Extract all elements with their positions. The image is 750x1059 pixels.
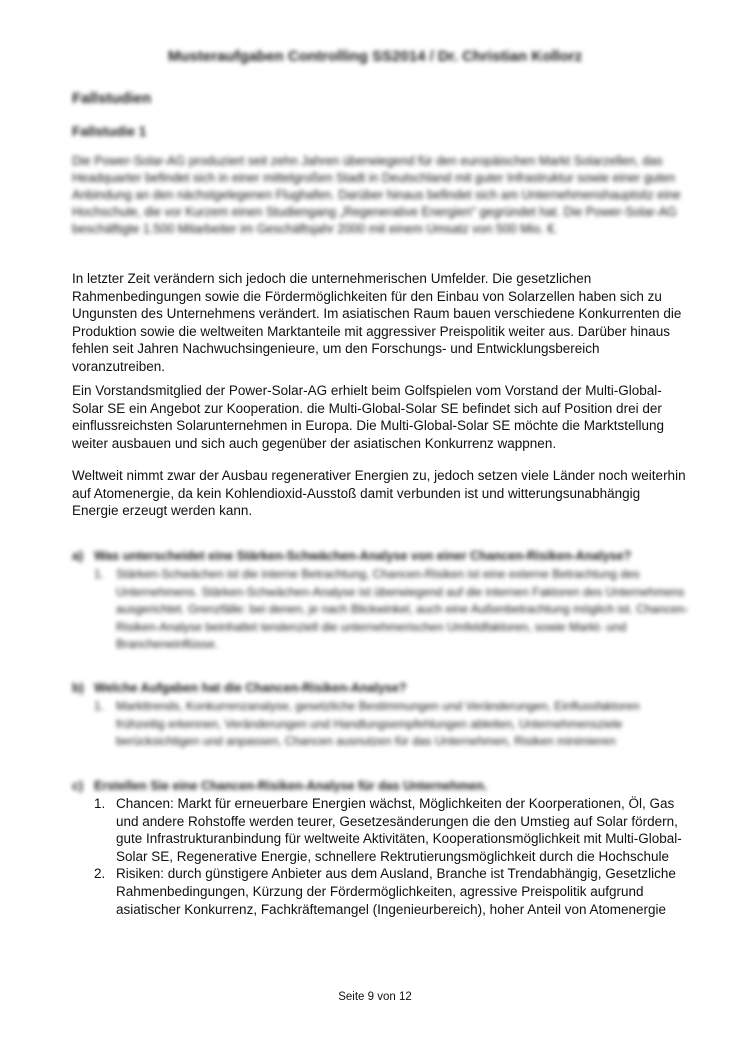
- question-letter: a): [72, 549, 84, 563]
- answer-item-risiken: [72, 865, 690, 918]
- paragraph-environment: In letzter Zeit verändern sich jedoch die unternehmerischen Umfelder. Die gesetzlichen Rahmenbedingungen sowie die Fördermöglichkeiten für den Einbau von Solarzellen haben sich zu Ungunsten des Unternehmens verändert. Im asiatischen Raum bauen verschiedene Konkurrenten die Produktion sowie die weltweiten Marktanteile mit aggressiver Preispolitik weiter aus. Darüber hinaus fehlen seit Jahren Nachwuchsingenieure, um den Forschungs- und Entwicklungsbereich voranzutreiben.: [72, 271, 682, 374]
- case-study-title: Fallstudie 1: [72, 124, 147, 139]
- section-title: Fallstudien: [72, 90, 152, 107]
- question-text: Welche Aufgaben hat die Chancen-Risiken-Analyse?: [94, 681, 407, 695]
- question-heading: [72, 778, 690, 794]
- question-b: [72, 680, 690, 751]
- paragraph-cooperation: Ein Vorstandsmitglied der Power-Solar-AG erhielt beim Golfspielen vom Vorstand der Multi-Global-Solar SE ein Angebot zur Kooperation. die Multi-Global-Solar SE befindet sich auf Position drei der einflussreichsten Solarunternehmen in Europa. Die Multi-Global-Solar SE möchte die Marktstellung weiter ausbauen und sich auch gegenüber der asiatischen Konkurrenz wappnen.: [72, 383, 665, 451]
- answer-list: [72, 566, 690, 654]
- question-heading: [72, 680, 690, 696]
- answer-list: [72, 795, 690, 918]
- intro-paragraph: Die Power-Solar-AG produziert seit zehn Jahren überwiegend für den europäischen Markt Solarzellen, das Headquarter befindet sich in einer mittelgroßen Stadt in Deutschland mit guter Infrastruktur sowie einer guten Anbindung an den nächstgelegenen Flughafen. Darüber hinaus befindet sich am Unternehmenshauptsitz eine Hochschule, die vor Kurzem einen Studiengang „Regenerative Energien" gegründet hat. Die Power-Solar-AG beschäftigte 1.500 Mitarbeiter im Geschäftsjahr 2000 mit einem Umsatz von 500 Mio. €.: [72, 154, 681, 236]
- question-letter: c): [72, 779, 84, 793]
- answer-list: [72, 698, 690, 751]
- page-header: Musteraufgaben Controlling SS2014 / Dr. Christian Kollorz: [167, 48, 583, 65]
- answer-item: [72, 698, 690, 751]
- question-a: [72, 548, 690, 654]
- answer-item-chancen: [72, 795, 690, 865]
- answer-text: Markttrends, Konkurrenzanalyse, gesetzliche Bestimmungen und Veränderungen, Einflussfaktoren frühzeitig erkennen, Veränderungen und Handlungsempfehlungen ableiten, Unternehmensziele berücksichtigen und anpassen, Chancen ausnutzen für das Unternehmen, Risiken minimieren: [116, 699, 640, 748]
- answer-text: Risiken: durch günstigere Anbieter aus dem Ausland, Branche ist Trendabhängig, Gesetzliche Rahmenbedingungen, Kürzung der Fördermöglichkeiten, agressive Preispolitik aufgrund asiatischer Konkurrenz, Fachkräftemangel (Ingenieurbereich), hoher Anteil von Atomenergie: [116, 866, 676, 917]
- answer-item: [72, 566, 690, 654]
- question-heading: [72, 548, 690, 564]
- question-text: Erstellen Sie eine Chancen-Risiken-Analyse für das Unternehmen.: [94, 779, 488, 793]
- question-text: Was unterscheidet eine Stärken-Schwächen-Analyse von einer Chancen-Risiken-Analyse?: [94, 549, 632, 563]
- question-letter: b): [72, 681, 84, 695]
- answer-text: Chancen: Markt für erneuerbare Energien wächst, Möglichkeiten der Koorperationen, Öl, Gas und andere Rohstoffe werden teurer, Gesetzesänderungen die den Umstieg auf Solar fördern, gute Infrastrukturanbindung für weltweite Aktivitäten, Kooperationsmöglichkeit mit Multi-Global-Solar SE, Regenerative Energie, schnellere Rektrutierungsmöglichkeit durch die Hochschule: [116, 796, 682, 864]
- page-number: Seite 9 von 12: [338, 991, 412, 1003]
- answer-number: 2.: [94, 866, 106, 882]
- question-c: [72, 778, 690, 918]
- answer-number: 1.: [94, 796, 106, 811]
- paragraph-energy: Weltweit nimmt zwar der Ausbau regenerativer Energien zu, jedoch setzen viele Länder noch weiterhin auf Atomenergie, da kein Kohlendioxid-Ausstoß damit verbunden ist und witterungsunabhängig Energie erzeugt werden kann.: [72, 468, 686, 519]
- answer-text: Stärken-Schwächen ist die interne Betrachtung, Chancen-Risiken ist eine externe Betrachtung des Unternehmens. Stärken-Schwächen-Analyse ist überwiegend auf die internen Faktoren des Unternehmens ausgerichtet. Grenzfälle: bei denen, je nach Blickwinkel, auch eine Außenbetrachtung möglich ist. Chancen-Risiken-Analyse beinhaltet tendenziell die unternehmerischen Umfeldfaktoren, sowie Markt- und Brancheneinflüsse.: [116, 567, 689, 651]
- answer-number: 1.: [94, 699, 105, 713]
- answer-number: 1.: [94, 567, 105, 581]
